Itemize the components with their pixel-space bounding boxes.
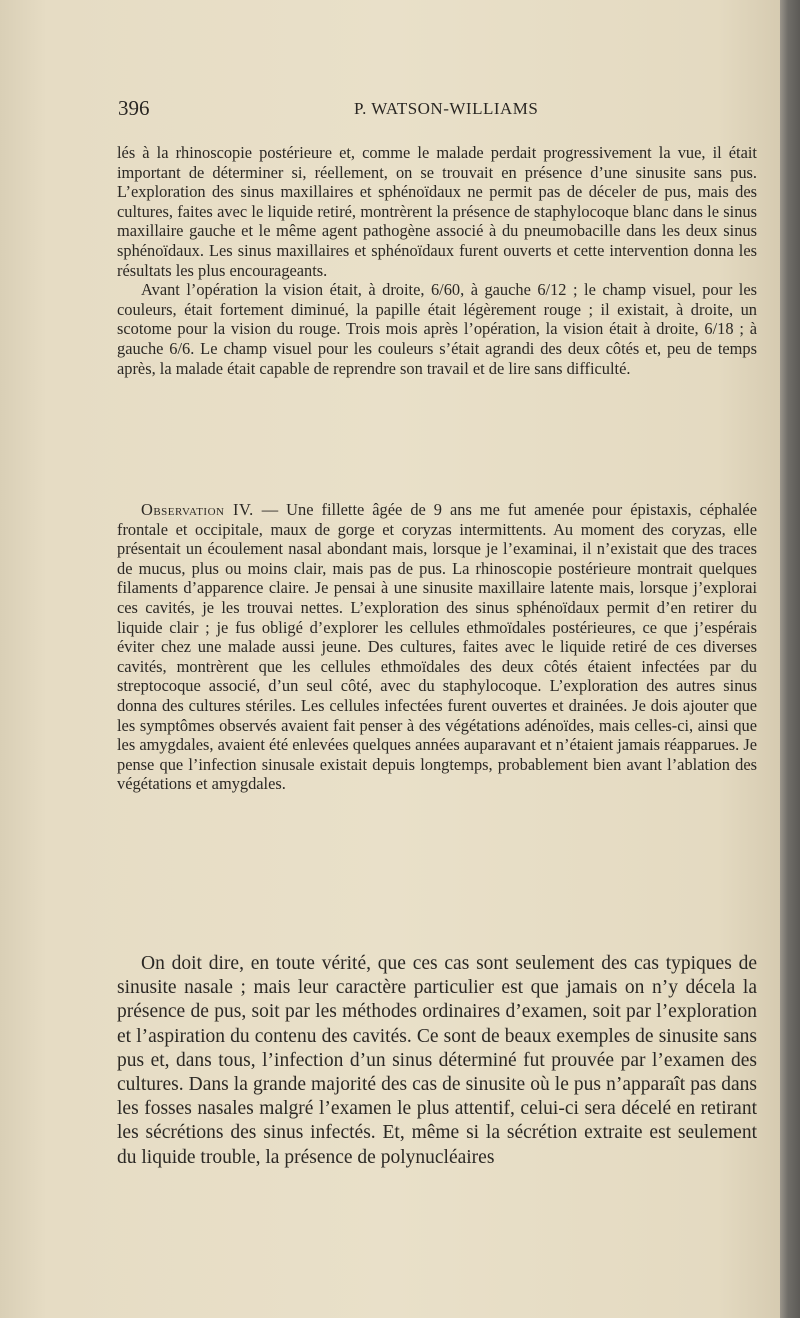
paragraph-observation <box>117 500 757 794</box>
conclusion-block <box>117 952 757 1170</box>
page-edge-shadow <box>780 0 800 1318</box>
running-head: P. WATSON-WILLIAMS <box>354 99 539 118</box>
observation-label: Observation IV. <box>141 500 254 519</box>
page-number: 396 <box>118 96 150 120</box>
paragraph-conclusion: On doit dire, en toute vérité, que ces cas sont seulement des cas typiques de sinusite nasale ; mais leur caractère particulier est que jamais on n’y décela la présence de pus, soit par les méthodes ordinaires d’examen, soit par l’exploration et l’aspiration du contenu des cavités. Ce sont de beaux exemples de sinusite sans pus et, dans tous, l’infection d’un sinus déterminé fut prouvée par l’examen des cultures. Dans la grande majorité des cas de sinusite où le pus n’apparaît pas dans les fosses nasales malgré l’examen le plus attentif, celui-ci sera décelé en retirant les sécrétions des sinus infectés. Et, même si la sécrétion extraite est seulement du liquide trouble, la présence de polynucléaires <box>117 953 757 1168</box>
observation-iv <box>117 500 757 794</box>
paragraph-vision-results: Avant l’opération la vision était, à droite, 6/60, à gauche 6/12 ; le champ visuel, pour les couleurs, était fortement diminué, la papille était légèrement rouge ; il existait, à droite, un scotome pour la vision du rouge. Trois mois après l’opération, la vision était à droite, 6/18 ; à gauche 6/6. Le champ visuel pour les couleurs s’était agrandi des deux côtés et, peu de temps après, la malade était capable de reprendre son travail et de lire sans difficulté. <box>117 280 757 378</box>
page-header <box>118 96 758 126</box>
case-continuation <box>117 143 757 378</box>
paragraph-continuation: lés à la rhinoscopie postérieure et, comme le malade perdait progressivement la vue, il était important de déterminer si, réellement, on se trouvait en présence d’une sinusite sans pus. L’exploration des sinus maxillaires et sphénoïdaux ne permit pas de déceler de pus, mais des cultures, faites avec le liquide retiré, montrèrent la présence de staphylocoque blanc dans le sinus maxillaire gauche et le même agent pathogène associé à du pneumobacille dans les deux sinus sphénoïdaux. Les sinus maxillaires et sphénoïdaux furent ouverts et cette intervention donna les résultats les plus encourageants. <box>117 143 757 280</box>
observation-text: — Une fillette âgée de 9 ans me fut amenée pour épistaxis, céphalée frontale et occipitale, maux de gorge et coryzas intermittents. Au moment des coryzas, elle présentait un écoulement nasal abondant mais, lorsque je l’examinai, il n’existait que des traces de mucus, plus ou moins clair, mais pas de pus. La rhinoscopie postérieure montrait quelques filaments d’apparence claire. Je pensai à une sinusite maxillaire latente mais, lorsque j’explorai ces cavités, je les trouvai nettes. L’exploration des sinus sphénoïdaux permit d’en retirer du liquide clair ; je fus obligé d’explorer les cellules ethmoïdales postérieures, ce que j’espérais éviter chez une malade aussi jeune. Des cultures, faites avec le liquide retiré de ces diverses cavités, montrèrent que les cellules ethmoïdales des deux côtés étaient infectées par du streptocoque associé, d’un seul côté, avec du staphylocoque. L’exploration des autres sinus donna des cultures stériles. Les cellules infectées furent ouvertes et drainées. Je dois ajouter que les symptômes observés avaient fait penser à des végétations adénoïdes, mais celles-ci, ainsi que les amygdales, avaient été enlevées quelques années auparavant et n’étaient jamais réapparues. Je pense que l’infection sinusale existait depuis longtemps, probablement bien avant l’ablation des végétations et amygdales. <box>117 500 757 794</box>
